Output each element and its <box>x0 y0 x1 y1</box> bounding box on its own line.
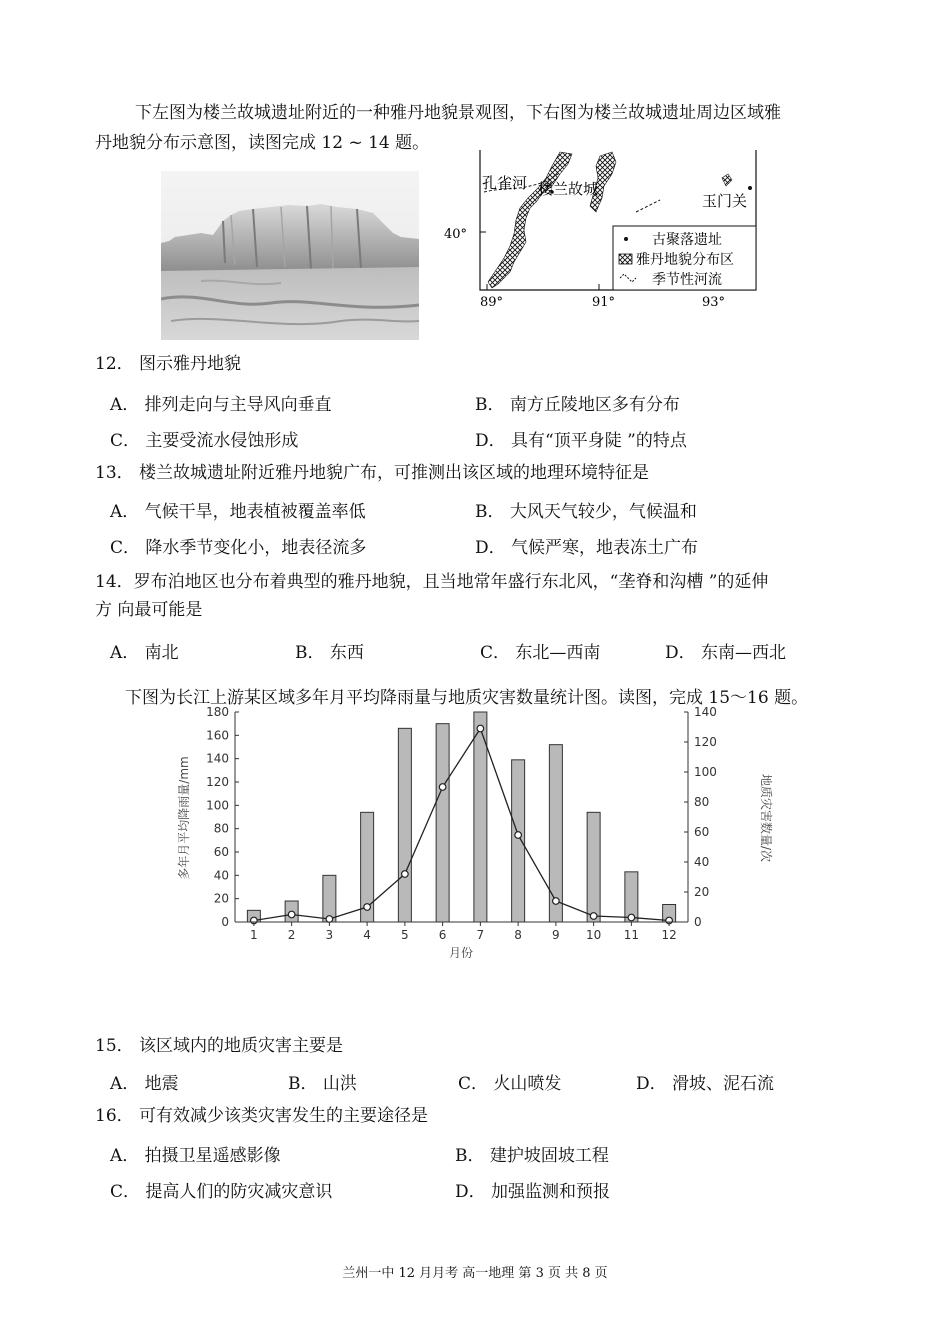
q12-stem: 12． 图示雅丹地貌 <box>95 354 242 374</box>
q15-option-d[interactable]: D． 滑坡、泥石流 <box>636 1074 775 1094</box>
y-tick-label: 180 <box>206 706 229 719</box>
x-tick-label: 5 <box>401 928 409 942</box>
label-yumen-pass: 玉门关 <box>702 192 748 210</box>
disaster-count-point <box>364 904 371 911</box>
rainfall-bar <box>474 712 487 922</box>
y-tick-label: 20 <box>213 891 229 906</box>
x-tick-label: 6 <box>438 928 447 942</box>
x-tick-label: 1 <box>250 928 258 942</box>
x-tick-label: 3 <box>325 928 334 942</box>
x-tick-label: 9 <box>552 928 560 942</box>
y2-tick-label: 60 <box>694 825 710 839</box>
q16-stem: 16． 可有效减少该类灾害发生的主要途径是 <box>95 1106 429 1126</box>
rainfall-bar <box>512 760 525 922</box>
q16-option-c[interactable]: C． 提高人们的防灾减灾意识 <box>110 1182 333 1202</box>
disaster-count-point <box>553 898 560 905</box>
y-tick-label: 160 <box>206 728 229 743</box>
q14-option-d[interactable]: D． 东南—西北 <box>665 643 787 663</box>
q16-option-d[interactable]: D． 加强监测和预报 <box>455 1182 611 1202</box>
y2-tick-label: 120 <box>694 735 717 749</box>
q14-stem-line-2: 方 向最可能是 <box>95 600 203 620</box>
q14-option-b[interactable]: B． 东西 <box>295 643 364 663</box>
disaster-count-line <box>254 729 669 921</box>
label-lat-40: 40° <box>444 227 468 242</box>
x-tick-label: 2 <box>287 928 296 942</box>
x-tick-label: 4 <box>363 928 371 942</box>
rainfall-bar <box>587 812 600 922</box>
q12-option-d[interactable]: D． 具有“顶平身陡 ”的特点 <box>475 431 687 451</box>
y2-tick-label: 40 <box>694 855 710 869</box>
q12-option-a[interactable]: A． 排列走向与主导风向垂直 <box>110 395 332 415</box>
y-tick-label: 80 <box>213 821 229 836</box>
intro-line-2: 丹地貌分布示意图，读图完成 12 ~ 14 题。 <box>95 133 430 153</box>
y-tick-label: 140 <box>206 751 229 766</box>
q15-option-a[interactable]: A． 地震 <box>110 1074 179 1094</box>
y-tick-label: 0 <box>221 915 229 929</box>
label-kongque-river: 孔雀河 <box>482 174 528 192</box>
legend-hatch-icon <box>619 254 632 264</box>
disaster-count-point <box>628 914 635 921</box>
q13-option-a[interactable]: A． 气候干旱，地表植被覆盖率低 <box>110 502 366 522</box>
q12-option-b[interactable]: B． 南方丘陵地区多有分布 <box>475 395 680 415</box>
x-tick-label: 12 <box>661 928 677 942</box>
q12-option-c[interactable]: C． 主要受流水侵蚀形成 <box>110 431 299 451</box>
rainfall-bar <box>436 724 449 922</box>
disaster-count-point <box>515 832 522 839</box>
yardang-zone <box>488 152 572 288</box>
disaster-count-point <box>326 916 333 923</box>
q14-option-a[interactable]: A． 南北 <box>110 643 179 663</box>
rainfall-bar <box>398 728 411 922</box>
q14-option-c[interactable]: C． 东北—西南 <box>480 643 601 663</box>
x-tick-label: 7 <box>476 928 485 942</box>
lon-tick-89: 89° <box>480 295 504 310</box>
intro-line-1: 下左图为楼兰故城遗址附近的一种雅丹地貌景观图，下右图为楼兰故城遗址周边区域雅 <box>135 103 781 123</box>
y2-tick-label: 100 <box>694 765 717 779</box>
x-tick-label: 8 <box>514 928 522 942</box>
q15-stem: 15． 该区域内的地质灾害主要是 <box>95 1036 344 1056</box>
rainfall-disaster-chart <box>170 706 780 966</box>
disaster-count-point <box>402 871 409 878</box>
x-axis-label: 月份 <box>448 946 474 960</box>
label-loulan-city: 楼兰故城 <box>538 180 599 198</box>
q16-option-b[interactable]: B． 建护坡固坡工程 <box>455 1146 609 1166</box>
legend-dot-icon <box>624 237 628 241</box>
y-tick-label: 40 <box>213 868 229 883</box>
disaster-count-point <box>288 911 295 918</box>
disaster-count-point <box>590 913 597 920</box>
y2-axis-label: 地质灾害数量/次 <box>759 773 773 863</box>
y-tick-label: 120 <box>206 775 229 789</box>
y2-tick-label: 0 <box>694 915 702 929</box>
x-tick-label: 11 <box>623 928 640 942</box>
y2-tick-label: 80 <box>694 795 710 809</box>
q15-option-b[interactable]: B． 山洪 <box>288 1074 357 1094</box>
q13-option-d[interactable]: D． 气候严寒，地表冻土广布 <box>475 538 699 558</box>
q13-stem: 13． 楼兰故城遗址附近雅丹地貌广布，可推测出该区域的地理环境特征是 <box>95 463 650 483</box>
disaster-count-point <box>477 725 484 732</box>
lon-tick-93: 93° <box>702 295 726 310</box>
page-footer: 兰州一中 12 月月考 高一地理 第 3 页 共 8 页 <box>342 1266 608 1281</box>
rainfall-bar <box>549 745 562 922</box>
intro2: 下图为长江上游某区域多年月平均降雨量与地质灾害数量统计图。读图，完成 15～16 题。 <box>125 688 809 708</box>
q14-stem-line-1: 14．罗布泊地区也分布着典型的雅丹地貌，且当地常年盛行东北风，“垄脊和沟槽 ”的延伸 <box>95 572 769 592</box>
q15-option-c[interactable]: C． 火山喷发 <box>458 1074 562 1094</box>
y-tick-label: 100 <box>206 798 229 813</box>
y-axis-label: 多年月平均降雨量/mm <box>177 756 191 880</box>
legend-settlement: 古聚落遗址 <box>652 232 722 248</box>
lon-tick-91: 91° <box>592 295 616 310</box>
yardang-distribution-map <box>440 150 758 310</box>
q16-option-a[interactable]: A． 拍摄卫星遥感影像 <box>110 1146 281 1166</box>
q13-option-b[interactable]: B． 大风天气较少，气候温和 <box>475 502 697 522</box>
y2-tick-label: 140 <box>694 706 717 719</box>
legend-seasonal-river: 季节性河流 <box>652 272 722 288</box>
y-tick-label: 60 <box>213 845 229 859</box>
legend-yardang: 雅丹地貌分布区 <box>636 252 734 268</box>
q13-option-c[interactable]: C． 降水季节变化小，地表径流多 <box>110 538 367 558</box>
yardang-landscape-photo <box>161 171 419 340</box>
y2-tick-label: 20 <box>694 885 710 899</box>
disaster-count-point <box>439 784 446 791</box>
x-tick-label: 10 <box>585 928 602 942</box>
rainfall-bar <box>323 875 336 922</box>
